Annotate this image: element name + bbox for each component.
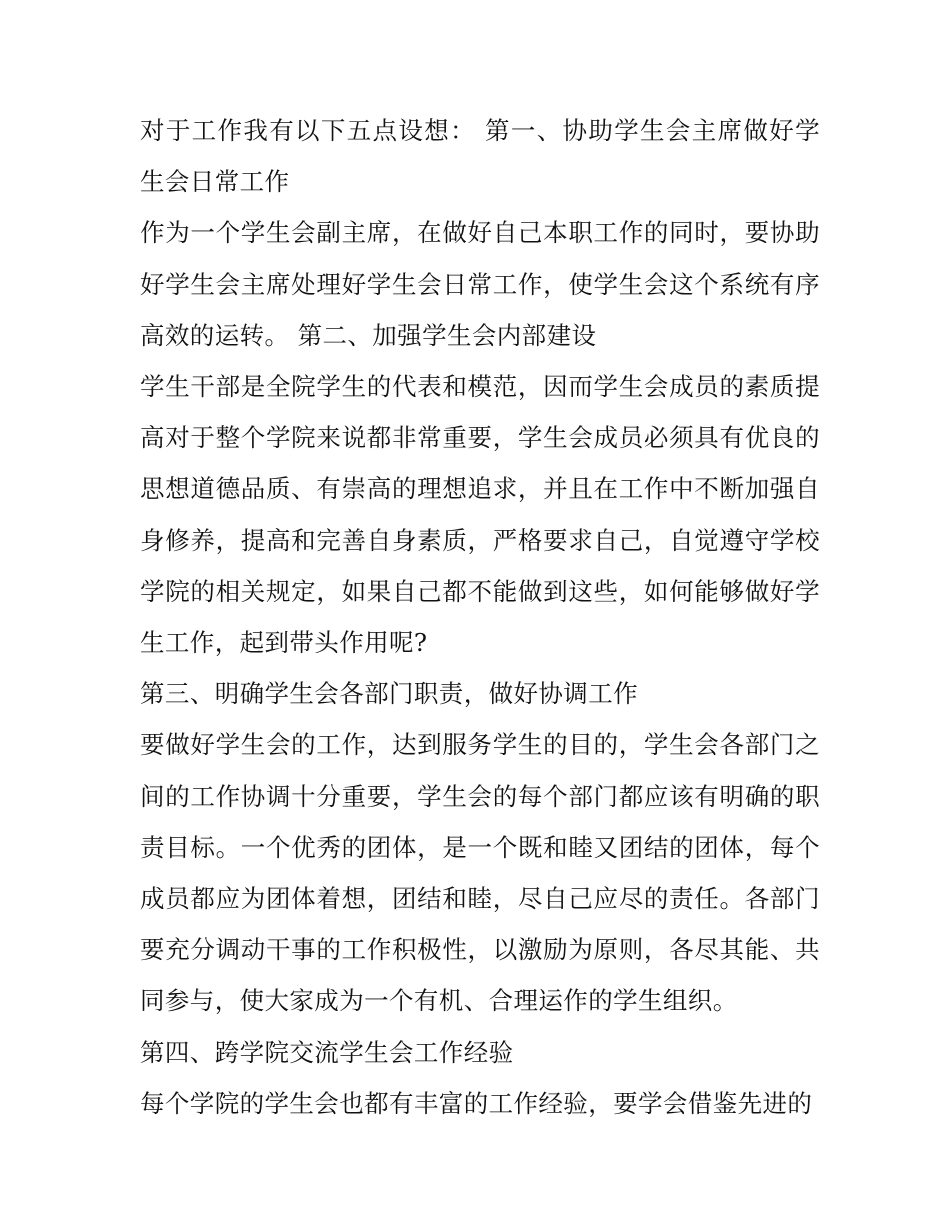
paragraph-vice-chair-duty: 作为一个学生会副主席，在做好自己本职工作的同时，要协助好学生会主席处理好学生会日常工作，使学生会这个系统有序高效的运转。 第二、加强学生会内部建设 <box>140 218 820 350</box>
paragraph-heading-third: 第三、明确学生会各部门职责，做好协调工作 <box>140 679 638 709</box>
paragraph-department-coordination: 要做好学生会的工作，达到服务学生的目的，学生会各部门之间的工作协调十分重要，学生会的每个部门都应该有明确的职责目标。一个优秀的团体，是一个既和睦又团结的团体，每个成员都应为团体着想，团结和睦，尽自己应尽的责任。各部门要充分调动干事的工作积极性，以激励为原则，各尽其能、共同参与，使大家成为一个有机、合理运作的学生组织。 <box>140 730 820 1016</box>
document-body <box>140 105 820 1129</box>
paragraph-experience-exchange: 每个学院的学生会也都有丰富的工作经验，要学会借鉴先进的 <box>140 1088 813 1118</box>
paragraph-cadre-quality: 学生干部是全院学生的代表和模范，因而学生会成员的素质提高对于整个学院来说都非常重要，学生会成员必须具有优良的思想道德品质、有崇高的理想追求，并且在工作中不断加强自身修养，提高和完善自身素质，严格要求自己，自觉遵守学校学院的相关规定，如果自己都不能做到这些，如何能够做好学生工作，起到带头作用呢? <box>140 372 820 658</box>
paragraph-heading-fourth: 第四、跨学院交流学生会工作经验 <box>140 1037 514 1067</box>
paragraph-work-ideas-intro: 对于工作我有以下五点设想： 第一、协助学生会主席做好学生会日常工作 <box>140 116 820 197</box>
